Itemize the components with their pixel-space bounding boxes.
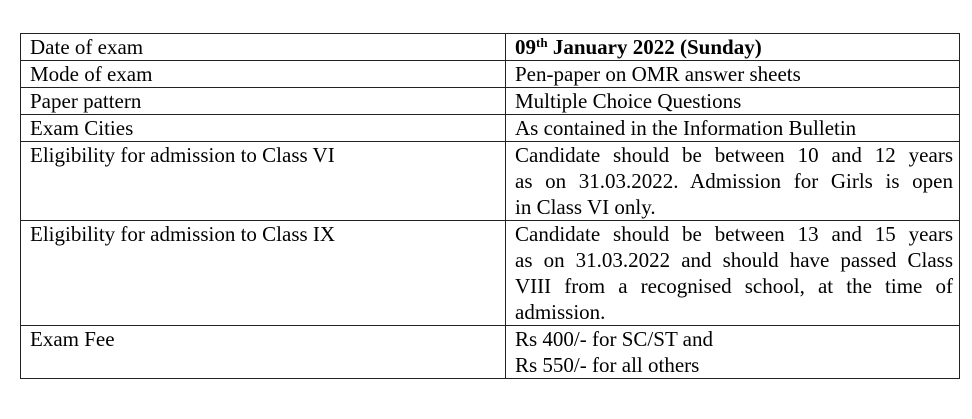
table-row-mode — [21, 61, 960, 88]
row-label: Mode of exam — [21, 61, 506, 88]
row-label: Date of exam — [21, 34, 506, 61]
value-line: Candidate should be between 10 and 12 years — [515, 143, 953, 167]
value-line: Rs 400/- for SC/ST and — [515, 327, 713, 351]
value-line: in Class VI only. — [515, 195, 656, 219]
row-label: Exam Cities — [21, 115, 506, 142]
value-line: admission. — [515, 300, 606, 324]
row-label: Eligibility for admission to Class VI — [21, 142, 506, 221]
table-row-date — [21, 34, 960, 61]
date-suffix: th — [536, 35, 548, 50]
row-label: Paper pattern — [21, 88, 506, 115]
row-value: Multiple Choice Questions — [506, 88, 960, 115]
table-row-eligibility-vi — [21, 142, 960, 221]
truncated-heading — [150, 0, 155, 14]
value-line: as on 31.03.2022 and should have passed Class — [515, 248, 953, 272]
date-rest: January 2022 (Sunday) — [547, 35, 762, 59]
row-value — [506, 221, 960, 326]
exam-date-value — [506, 34, 960, 61]
value-line: Rs 550/- for all others — [515, 353, 700, 377]
row-label: Exam Fee — [21, 326, 506, 379]
table-row-fee — [21, 326, 960, 379]
row-value: As contained in the Information Bulletin — [506, 115, 960, 142]
exam-info-table — [20, 33, 960, 379]
row-value — [506, 142, 960, 221]
table-row-eligibility-ix — [21, 221, 960, 326]
row-value — [506, 326, 960, 379]
value-line: Candidate should be between 13 and 15 years — [515, 222, 953, 246]
table-row-cities — [21, 115, 960, 142]
table-row-pattern — [21, 88, 960, 115]
row-value: Pen-paper on OMR answer sheets — [506, 61, 960, 88]
date-day: 09 — [515, 35, 536, 59]
value-line: as on 31.03.2022. Admission for Girls is open — [515, 169, 953, 193]
value-line: VIII from a recognised school, at the time of — [515, 274, 953, 298]
row-label: Eligibility for admission to Class IX — [21, 221, 506, 326]
